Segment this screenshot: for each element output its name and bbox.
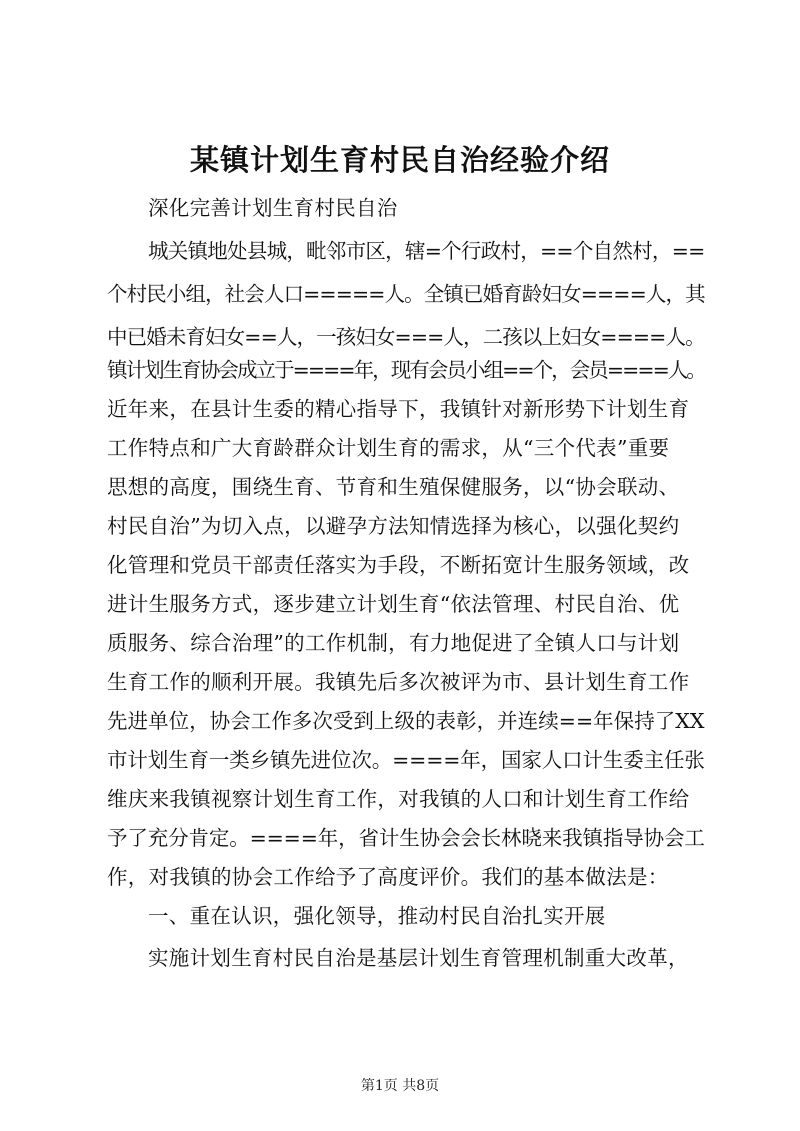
paragraph-line: 镇计划生育协会成立于====年，现有会员小组==个，会员====人。 [107, 358, 705, 382]
paragraph-line: 先进单位，协会工作多次受到上级的表彰，并连续==年保持了XX [107, 709, 705, 733]
paragraph-line: 予了充分肯定。====年，省计生协会会长林晓来我镇指导协会工 [107, 826, 705, 850]
paragraph-line: 个村民小组，社会人口=====人。全镇已婚育龄妇女====人，其 [107, 282, 705, 306]
paragraph-line: 化管理和党员干部责任落实为手段，不断拓宽计生服务领域，改 [107, 553, 690, 577]
paragraph-line: 中已婚未育妇女==人，一孩妇女===人，二孩以上妇女====人。 [107, 325, 705, 349]
paragraph-line: 维庆来我镇视察计划生育工作，对我镇的人口和计划生育工作给 [107, 787, 690, 811]
page-footer: 第1页 共8页 [360, 1078, 440, 1094]
paragraph-line: 思想的高度，围绕生育、节育和生殖保健服务，以“协会联动、 [107, 475, 680, 499]
paragraph-line: 进计生服务方式，逐步建立计划生育“依法管理、村民自治、优 [107, 592, 680, 616]
section-heading: 深化完善计划生育村民自治 [148, 196, 398, 220]
paragraph-line: 工作特点和广大育龄群众计划生育的需求，从“三个代表”重要 [107, 436, 670, 460]
paragraph-line: 作，对我镇的协会工作给予了高度评价。我们的基本做法是： [107, 865, 669, 889]
paragraph-line: 生育工作的顺利开展。我镇先后多次被评为市、县计划生育工作 [107, 670, 690, 694]
paragraph-line: 近年来，在县计生委的精心指导下，我镇针对新形势下计划生育 [107, 397, 690, 421]
paragraph-line: 实施计划生育村民自治是基层计划生育管理机制重大改革， [148, 946, 689, 970]
paragraph-line: 市计划生育一类乡镇先进位次。====年，国家人口计生委主任张 [107, 748, 705, 772]
paragraph-line: 村民自治”为切入点，以避孕方法知情选择为核心，以强化契约 [107, 514, 680, 538]
paragraph-line: 质服务、综合治理”的工作机制，有力地促进了全镇人口与计划 [107, 631, 680, 655]
document-title: 某镇计划生育村民自治经验介绍 [189, 143, 610, 177]
paragraph-line: 城关镇地处县城，毗邻市区，辖=个行政村，==个自然村，== [148, 239, 705, 263]
section-heading: 一、重在认识，强化领导，推动村民自治扎实开展 [148, 904, 606, 928]
